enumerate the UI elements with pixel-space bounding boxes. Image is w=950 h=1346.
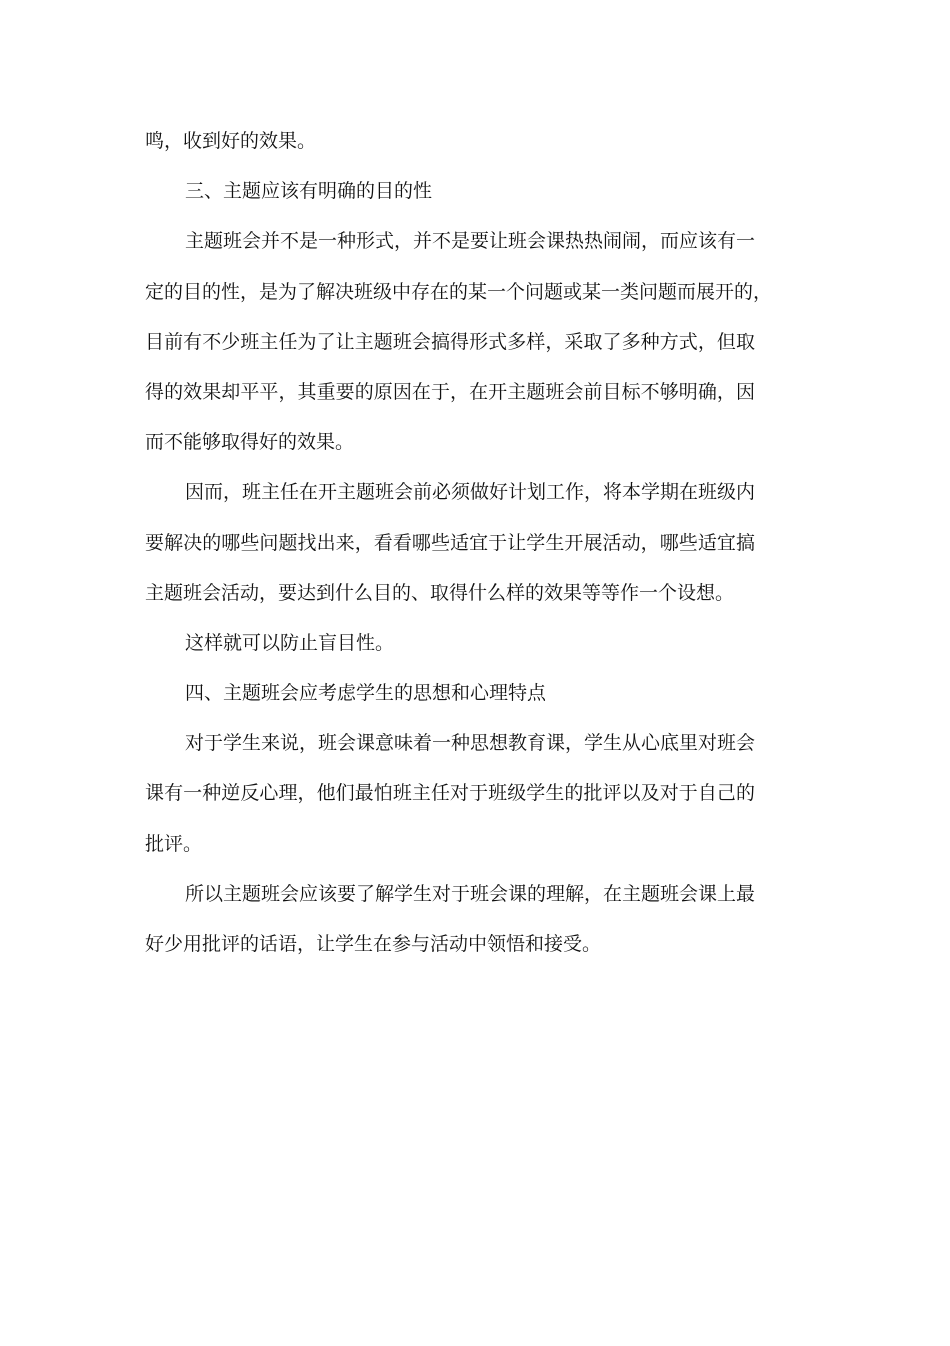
- paragraph-line: 因而，班主任在开主题班会前必须做好计划工作，将本学期在班级内: [185, 481, 756, 504]
- paragraph-line: 得的效果却平平，其重要的原因在于，在开主题班会前目标不够明确，因: [145, 380, 755, 403]
- paragraph-line: 这样就可以防止盲目性。: [185, 631, 395, 654]
- paragraph-line: 鸣，收到好的效果。: [145, 130, 317, 152]
- paragraph-line: 主题班会并不是一种形式，并不是要让班会课热热闹闹，而应该有一: [185, 230, 756, 253]
- paragraph-line: 对于学生来说，班会课意味着一种思想教育课，学生从心底里对班会: [185, 732, 756, 755]
- paragraph-line: 要解决的哪些问题找出来，看看哪些适宜于让学生开展活动，哪些适宜搞: [145, 531, 755, 554]
- document-body: [145, 123, 773, 976]
- section-heading: 四、主题班会应考虑学生的思想和心理特点: [185, 682, 547, 705]
- paragraph-line: 主题班会活动，要达到什么目的、取得什么样的效果等等作一个设想。: [145, 581, 735, 604]
- paragraph-line: 课有一种逆反心理，他们最怕班主任对于班级学生的批评以及对于自己的: [145, 782, 755, 805]
- section-heading: 三、主题应该有明确的目的性: [185, 180, 433, 203]
- paragraph-line: 批评。: [145, 832, 203, 855]
- paragraph-line: 好少用批评的话语，让学生在参与活动中领悟和接受。: [145, 933, 602, 955]
- paragraph-line: 所以主题班会应该要了解学生对于班会课的理解，在主题班会课上最: [185, 882, 756, 905]
- paragraph-line: 而不能够取得好的效果。: [145, 431, 355, 454]
- paragraph-line: 目前有不少班主任为了让主题班会搞得形式多样，采取了多种方式，但取: [145, 330, 755, 353]
- paragraph-line: 定的目的性，是为了解决班级中存在的某一个问题或某一类问题而展开的，: [145, 280, 773, 303]
